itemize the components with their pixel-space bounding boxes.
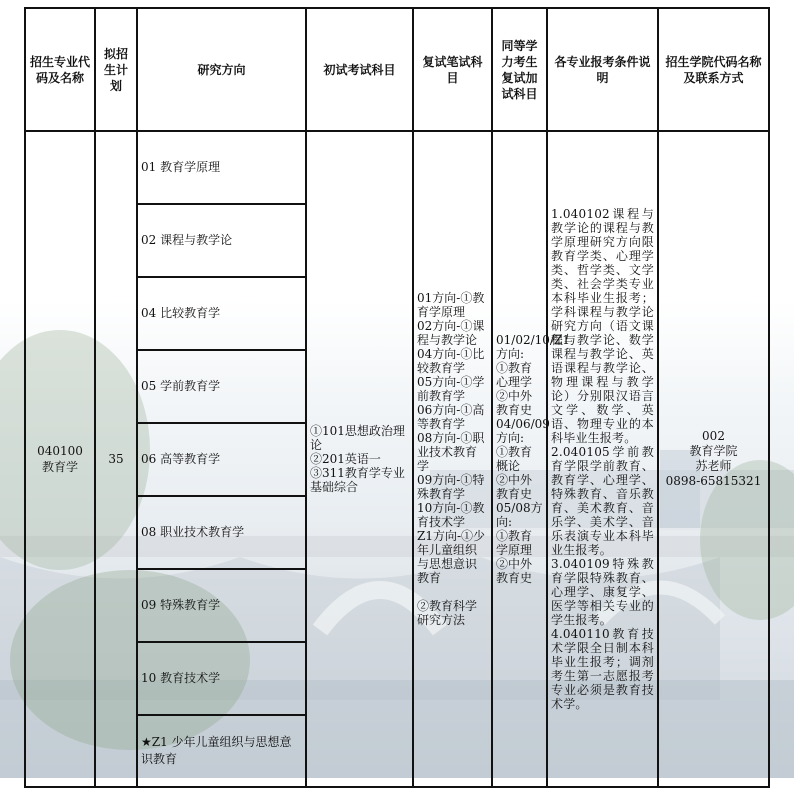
major-code: 040100 (37, 444, 83, 458)
header-conditions: 各专业报考条件说明 (547, 8, 658, 131)
header-row (25, 8, 769, 131)
direction-item: 02 课程与教学论 (137, 204, 306, 277)
direction-item: 10 教育技术学 (137, 642, 306, 715)
contact-phone: 0898-65815321 (665, 474, 762, 488)
major-code-name-cell (25, 131, 95, 787)
header-equal-level-extra: 同等学力考生复试加试科目 (492, 8, 547, 131)
contact-person: 苏老师 (695, 459, 732, 473)
direction-item: 09 特殊教育学 (137, 569, 306, 642)
direction-item: ★Z1 少年儿童组织与思想意识教育 (137, 715, 306, 787)
college-contact-cell (658, 131, 769, 787)
college-code: 002 (702, 429, 725, 443)
direction-item: 01 教育学原理 (137, 131, 306, 204)
application-conditions: 1.040102课程与教学论的课程与教学原理研究方向限教育学类、心理学类、哲学类、文学类、社会学类专业本科毕业生报考；学科课程与教学论研究方向（语文课程与教学论、数学课程与教学论、英语课程与教学论、物理课程与教学论）分别限汉语言文学、数学、英语、物理专业的本科毕业生报考。 2.040105学前教育学限学前教育、教育学、心理学、特殊教育、音乐教育、美术教育、音乐学、美术学、音乐表演专业本科毕业生报考。 3.040109特殊教育学限特殊教育、心理学、康复学、医学等相关专业的学生报考。 4.040110教育技术学限全日制本科毕业生报考；调剂考生第一志愿报考专业必须是教育技术学。 (547, 131, 658, 787)
header-plan: 拟招生计划 (95, 8, 137, 131)
direction-item: 08 职业技术教育学 (137, 496, 306, 569)
admissions-table (24, 7, 770, 788)
direction-item: 05 学前教育学 (137, 350, 306, 423)
equal-level-extra-subjects: 01/02/10/Z1方向: ①教育心理学 ②中外教育史 04/06/09方向: ①教育概论 ②中外教育史 05/08方向: ①教育学原理 ②中外教育史 (492, 131, 547, 787)
direction-item: 04 比较教育学 (137, 277, 306, 350)
initial-exam-subjects: ①101思想政治理论 ②201英语一 ③311教育学专业基础综合 (306, 131, 413, 787)
header-direction: 研究方向 (137, 8, 306, 131)
major-name: 教育学 (41, 460, 78, 474)
header-initial-exam: 初试考试科目 (306, 8, 413, 131)
retest-written-subjects (413, 131, 492, 787)
header-college-contact: 招生学院代码名称及联系方式 (658, 8, 769, 131)
retest-written-part1: 01方向-①教育学原理 02方向-①课程与教学论 04方向-①比较教育学 05方向-①学前教育学 06方向-①高等教育学 08方向-①职业技术教育学 09方向-①特殊教育学 10方向-①教育技术学 Z1方向-①少年儿童组织与思想意识教育 (417, 291, 486, 585)
header-retest-written: 复试笔试科目 (413, 8, 492, 131)
direction-item: 06 高等教育学 (137, 423, 306, 496)
college-name: 教育学院 (689, 444, 738, 458)
header-code-name: 招生专业代码及名称 (25, 8, 95, 131)
table-row (25, 131, 769, 204)
enrollment-plan: 35 (95, 131, 137, 787)
retest-written-part2: ②教育科学研究方法 (417, 599, 478, 627)
